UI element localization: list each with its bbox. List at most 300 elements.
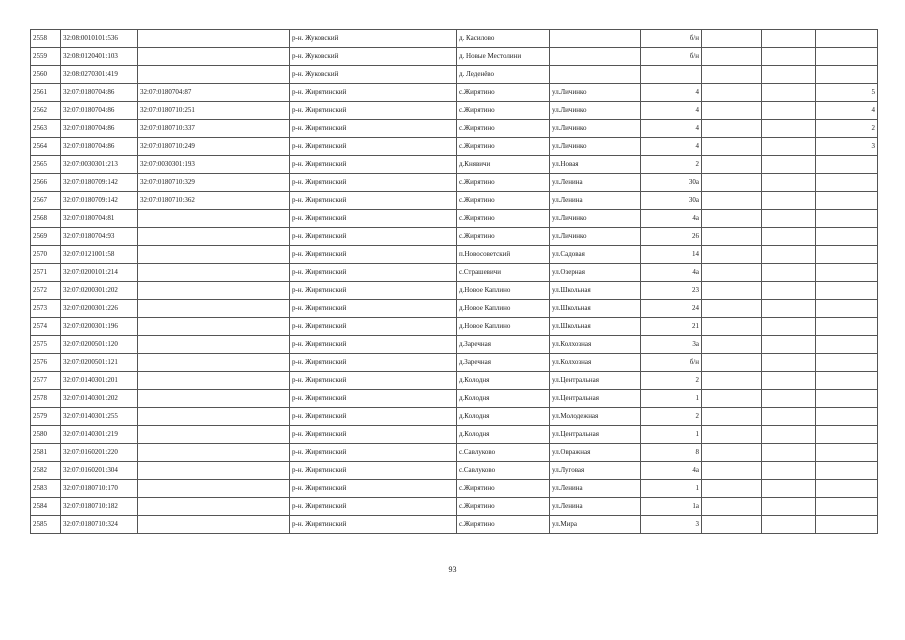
cell-house-number: б/н [641,30,702,48]
table-row [31,156,878,174]
cell-cadastral-number-2 [138,318,290,336]
cell-col9 [762,444,816,462]
cell-street [550,66,641,84]
cell-col8 [702,336,762,354]
cell-district: р-н. Жирятинский [290,192,457,210]
cell-col10 [816,462,878,480]
cell-street: ул.Центральная [550,372,641,390]
cell-col10 [816,300,878,318]
cell-street: ул.Молодежная [550,408,641,426]
cell-col8 [702,138,762,156]
cell-col10: 5 [816,84,878,102]
cell-settlement: д. Касилово [457,30,550,48]
cell-col9 [762,210,816,228]
cell-house-number: 23 [641,282,702,300]
cell-settlement: д.Колодня [457,390,550,408]
cell-col8 [702,48,762,66]
cell-district: р-н. Жирятинский [290,120,457,138]
cell-district: р-н. Жуковский [290,30,457,48]
cell-district: р-н. Жирятинский [290,390,457,408]
cell-row-number: 2578 [31,390,61,408]
cell-col8 [702,300,762,318]
cell-cadastral-number: 32:07:0121001:58 [61,246,138,264]
cell-district: р-н. Жирятинский [290,480,457,498]
cell-col10 [816,354,878,372]
cell-col10 [816,408,878,426]
cell-col10 [816,282,878,300]
cell-settlement: д. Леденёво [457,66,550,84]
cell-district: р-н. Жирятинский [290,462,457,480]
cell-settlement: с.Жирятино [457,102,550,120]
cell-col9 [762,138,816,156]
cell-house-number: 2 [641,156,702,174]
cell-row-number: 2564 [31,138,61,156]
table-row [31,300,878,318]
cell-cadastral-number: 32:07:0180704:86 [61,84,138,102]
cell-street: ул.Колхозная [550,336,641,354]
cell-house-number: 3 [641,516,702,534]
cell-street: ул.Колхозная [550,354,641,372]
cell-settlement: д.Заречная [457,336,550,354]
cell-col9 [762,246,816,264]
cell-street [550,48,641,66]
cell-street: ул.Озерная [550,264,641,282]
cell-cadastral-number: 32:07:0180710:170 [61,480,138,498]
cell-district: р-н. Жирятинский [290,156,457,174]
cell-col8 [702,480,762,498]
cell-col9 [762,336,816,354]
cell-district: р-н. Жирятинский [290,300,457,318]
cell-col9 [762,282,816,300]
cell-district: р-н. Жуковский [290,48,457,66]
table-row [31,480,878,498]
cell-street: ул.Новая [550,156,641,174]
cell-col9 [762,372,816,390]
cell-col9 [762,48,816,66]
table-row [31,210,878,228]
cell-district: р-н. Жирятинский [290,372,457,390]
cell-row-number: 2571 [31,264,61,282]
cell-row-number: 2583 [31,480,61,498]
table-row [31,246,878,264]
cell-settlement: с.Жирятино [457,228,550,246]
cell-col10 [816,264,878,282]
cell-house-number: 1 [641,390,702,408]
table-row [31,30,878,48]
registry-table [30,29,878,534]
cell-row-number: 2573 [31,300,61,318]
cell-settlement: с.Жирятино [457,138,550,156]
cell-row-number: 2568 [31,210,61,228]
cell-col8 [702,84,762,102]
cell-district: р-н. Жирятинский [290,444,457,462]
cell-house-number: 24 [641,300,702,318]
cell-cadastral-number: 32:07:0180710:182 [61,498,138,516]
cell-row-number: 2582 [31,462,61,480]
cell-cadastral-number-2: 32:07:0180710:329 [138,174,290,192]
cell-col10 [816,390,878,408]
cell-house-number: 4а [641,210,702,228]
cell-district: р-н. Жирятинский [290,354,457,372]
cell-district: р-н. Жирятинский [290,426,457,444]
cell-col9 [762,84,816,102]
cell-col9 [762,30,816,48]
cell-col10 [816,30,878,48]
table-row [31,264,878,282]
cell-cadastral-number: 32:07:0160201:304 [61,462,138,480]
cell-cadastral-number-2 [138,264,290,282]
cell-street: ул.Школьная [550,300,641,318]
cell-house-number: 4 [641,84,702,102]
cell-col10 [816,192,878,210]
table-row [31,444,878,462]
cell-house-number [641,66,702,84]
cell-col9 [762,228,816,246]
cell-col8 [702,228,762,246]
cell-cadastral-number: 32:08:0010101:536 [61,30,138,48]
cell-house-number: 3а [641,336,702,354]
cell-cadastral-number-2 [138,30,290,48]
cell-district: р-н. Жирятинский [290,84,457,102]
cell-col8 [702,102,762,120]
cell-settlement: с.Страшевичи [457,264,550,282]
cell-street: ул.Личинко [550,228,641,246]
cell-street: ул.Овражная [550,444,641,462]
cell-col10 [816,426,878,444]
cell-row-number: 2567 [31,192,61,210]
cell-cadastral-number-2 [138,246,290,264]
table-row [31,516,878,534]
cell-settlement: д.Новое Каплино [457,300,550,318]
cell-house-number: 26 [641,228,702,246]
cell-cadastral-number-2 [138,228,290,246]
cell-row-number: 2584 [31,498,61,516]
cell-cadastral-number-2: 32:07:0180704:87 [138,84,290,102]
cell-house-number: 4 [641,102,702,120]
cell-col10 [816,498,878,516]
cell-cadastral-number: 32:07:0180704:86 [61,120,138,138]
cell-settlement: с.Савлуково [457,462,550,480]
cell-settlement: д.Княвичи [457,156,550,174]
cell-street: ул.Личинко [550,102,641,120]
cell-col8 [702,210,762,228]
cell-cadastral-number-2 [138,516,290,534]
table-row [31,84,878,102]
cell-col9 [762,498,816,516]
table-body [31,30,878,534]
cell-row-number: 2565 [31,156,61,174]
cell-cadastral-number-2 [138,282,290,300]
page-number: 93 [448,565,457,574]
cell-house-number: 2 [641,372,702,390]
cell-street: ул.Садовая [550,246,641,264]
table-row [31,66,878,84]
cell-row-number: 2580 [31,426,61,444]
cell-row-number: 2569 [31,228,61,246]
cell-settlement: д.Колодня [457,408,550,426]
cell-district: р-н. Жирятинский [290,264,457,282]
cell-cadastral-number: 32:07:0140301:202 [61,390,138,408]
cell-district: р-н. Жирятинский [290,102,457,120]
cell-street: ул.Центральная [550,390,641,408]
cell-settlement: с.Жирятино [457,192,550,210]
cell-col9 [762,156,816,174]
cell-house-number: 4 [641,120,702,138]
cell-row-number: 2562 [31,102,61,120]
table-row [31,102,878,120]
cell-house-number: 8 [641,444,702,462]
cell-street: ул.Личинко [550,84,641,102]
cell-row-number: 2559 [31,48,61,66]
cell-col9 [762,354,816,372]
cell-street: ул.Личинко [550,120,641,138]
table-row [31,228,878,246]
cell-district: р-н. Жирятинский [290,246,457,264]
cell-cadastral-number-2: 32:07:0030301:193 [138,156,290,174]
cell-col10 [816,318,878,336]
cell-district: р-н. Жуковский [290,66,457,84]
cell-row-number: 2572 [31,282,61,300]
cell-district: р-н. Жирятинский [290,228,457,246]
cell-col8 [702,120,762,138]
cell-street: ул.Личинко [550,138,641,156]
cell-cadastral-number-2 [138,210,290,228]
cell-street: ул.Центральная [550,426,641,444]
cell-settlement: д.Колодня [457,426,550,444]
table-row [31,120,878,138]
cell-settlement: д.Колодня [457,372,550,390]
cell-cadastral-number: 32:07:0160201:220 [61,444,138,462]
table-row [31,354,878,372]
cell-col8 [702,372,762,390]
cell-district: р-н. Жирятинский [290,336,457,354]
cell-settlement: с.Жирятино [457,210,550,228]
cell-cadastral-number-2: 32:07:0180710:249 [138,138,290,156]
cell-col9 [762,408,816,426]
cell-street: ул.Луговая [550,462,641,480]
cell-col8 [702,390,762,408]
cell-house-number: 30а [641,192,702,210]
cell-settlement: с.Жирятино [457,498,550,516]
cell-cadastral-number: 32:07:0180704:86 [61,138,138,156]
cell-cadastral-number-2 [138,444,290,462]
cell-col9 [762,516,816,534]
cell-col9 [762,462,816,480]
cell-house-number: 1а [641,498,702,516]
cell-cadastral-number: 32:07:0140301:219 [61,426,138,444]
cell-cadastral-number: 32:07:0180704:93 [61,228,138,246]
cell-col10 [816,48,878,66]
cell-col9 [762,390,816,408]
cell-cadastral-number: 32:07:0180704:86 [61,102,138,120]
cell-settlement: с.Савлуково [457,444,550,462]
cell-street: ул.Школьная [550,318,641,336]
cell-district: р-н. Жирятинский [290,210,457,228]
cell-settlement: п.Новосоветский [457,246,550,264]
cell-cadastral-number-2 [138,390,290,408]
cell-col9 [762,120,816,138]
cell-col9 [762,192,816,210]
cell-row-number: 2577 [31,372,61,390]
cell-row-number: 2575 [31,336,61,354]
cell-settlement: д.Новое Каплино [457,282,550,300]
cell-street: ул.Личинко [550,210,641,228]
cell-col8 [702,426,762,444]
table-row [31,138,878,156]
table-row [31,318,878,336]
cell-row-number: 2561 [31,84,61,102]
cell-cadastral-number-2: 32:07:0180710:337 [138,120,290,138]
cell-col8 [702,354,762,372]
cell-col8 [702,462,762,480]
cell-cadastral-number: 32:07:0200501:120 [61,336,138,354]
cell-row-number: 2581 [31,444,61,462]
cell-district: р-н. Жирятинский [290,318,457,336]
cell-cadastral-number-2: 32:07:0180710:362 [138,192,290,210]
table-row [31,48,878,66]
table-row [31,282,878,300]
cell-col8 [702,318,762,336]
cell-row-number: 2560 [31,66,61,84]
cell-street: ул.Ленина [550,174,641,192]
cell-house-number: 4а [641,462,702,480]
cell-col9 [762,300,816,318]
cell-cadastral-number: 32:07:0030301:213 [61,156,138,174]
cell-col9 [762,318,816,336]
cell-col10 [816,372,878,390]
cell-street: ул.Ленина [550,498,641,516]
cell-settlement: д. Новые Местолини [457,48,550,66]
cell-col10 [816,516,878,534]
cell-cadastral-number-2 [138,408,290,426]
cell-street: ул.Мира [550,516,641,534]
cell-cadastral-number: 32:07:0180709:142 [61,192,138,210]
cell-col8 [702,264,762,282]
cell-col10: 3 [816,138,878,156]
cell-row-number: 2585 [31,516,61,534]
cell-col10 [816,480,878,498]
cell-house-number: 2 [641,408,702,426]
cell-cadastral-number: 32:07:0180704:81 [61,210,138,228]
cell-col10 [816,246,878,264]
cell-cadastral-number: 32:07:0140301:201 [61,372,138,390]
cell-house-number: 4 [641,138,702,156]
cell-street [550,30,641,48]
cell-col8 [702,174,762,192]
cell-col9 [762,174,816,192]
cell-settlement: с.Жирятино [457,516,550,534]
cell-cadastral-number-2 [138,426,290,444]
table-row [31,408,878,426]
cell-col10: 2 [816,120,878,138]
cell-street: ул.Школьная [550,282,641,300]
cell-house-number: б/н [641,48,702,66]
cell-row-number: 2579 [31,408,61,426]
cell-district: р-н. Жирятинский [290,138,457,156]
table-row [31,372,878,390]
cell-row-number: 2570 [31,246,61,264]
cell-col8 [702,66,762,84]
cell-col10 [816,174,878,192]
cell-house-number: 14 [641,246,702,264]
cell-row-number: 2576 [31,354,61,372]
cell-col9 [762,264,816,282]
cell-row-number: 2558 [31,30,61,48]
cell-district: р-н. Жирятинский [290,282,457,300]
cell-cadastral-number-2 [138,354,290,372]
cell-house-number: 1 [641,426,702,444]
table-row [31,462,878,480]
cell-cadastral-number: 32:07:0140301:255 [61,408,138,426]
cell-district: р-н. Жирятинский [290,498,457,516]
cell-house-number: 21 [641,318,702,336]
cell-row-number: 2574 [31,318,61,336]
cell-cadastral-number-2 [138,48,290,66]
cell-cadastral-number-2 [138,480,290,498]
cell-cadastral-number-2 [138,66,290,84]
cell-col9 [762,102,816,120]
cell-col10 [816,444,878,462]
cell-settlement: с.Жирятино [457,174,550,192]
cell-district: р-н. Жирятинский [290,408,457,426]
cell-cadastral-number: 32:07:0180710:324 [61,516,138,534]
cell-col10 [816,336,878,354]
cell-col10 [816,210,878,228]
cell-district: р-н. Жирятинский [290,174,457,192]
table-row [31,498,878,516]
cell-cadastral-number-2 [138,498,290,516]
cell-settlement: с.Жирятино [457,480,550,498]
cell-house-number: 1 [641,480,702,498]
cell-cadastral-number-2 [138,336,290,354]
cell-cadastral-number: 32:07:0200301:202 [61,282,138,300]
cell-cadastral-number: 32:07:0200501:121 [61,354,138,372]
cell-col10: 4 [816,102,878,120]
cell-cadastral-number-2 [138,300,290,318]
table-row [31,192,878,210]
cell-house-number: 4а [641,264,702,282]
cell-row-number: 2563 [31,120,61,138]
cell-col8 [702,246,762,264]
cell-col8 [702,408,762,426]
cell-street: ул.Ленина [550,192,641,210]
cell-col8 [702,444,762,462]
cell-house-number: б/н [641,354,702,372]
cell-col8 [702,498,762,516]
cell-col8 [702,192,762,210]
cell-cadastral-number: 32:07:0200301:196 [61,318,138,336]
cell-col8 [702,516,762,534]
cell-col10 [816,228,878,246]
cell-cadastral-number: 32:07:0200101:214 [61,264,138,282]
cell-street: ул.Ленина [550,480,641,498]
cell-col8 [702,282,762,300]
cell-col9 [762,66,816,84]
cell-col9 [762,480,816,498]
cell-cadastral-number: 32:08:0120401:103 [61,48,138,66]
cell-cadastral-number-2: 32:07:0180710:251 [138,102,290,120]
cell-col9 [762,426,816,444]
cell-col8 [702,30,762,48]
table-row [31,336,878,354]
table-row [31,390,878,408]
cell-cadastral-number-2 [138,462,290,480]
cell-house-number: 30а [641,174,702,192]
table-row [31,426,878,444]
cell-settlement: с.Жирятино [457,84,550,102]
cell-cadastral-number-2 [138,372,290,390]
cell-district: р-н. Жирятинский [290,516,457,534]
